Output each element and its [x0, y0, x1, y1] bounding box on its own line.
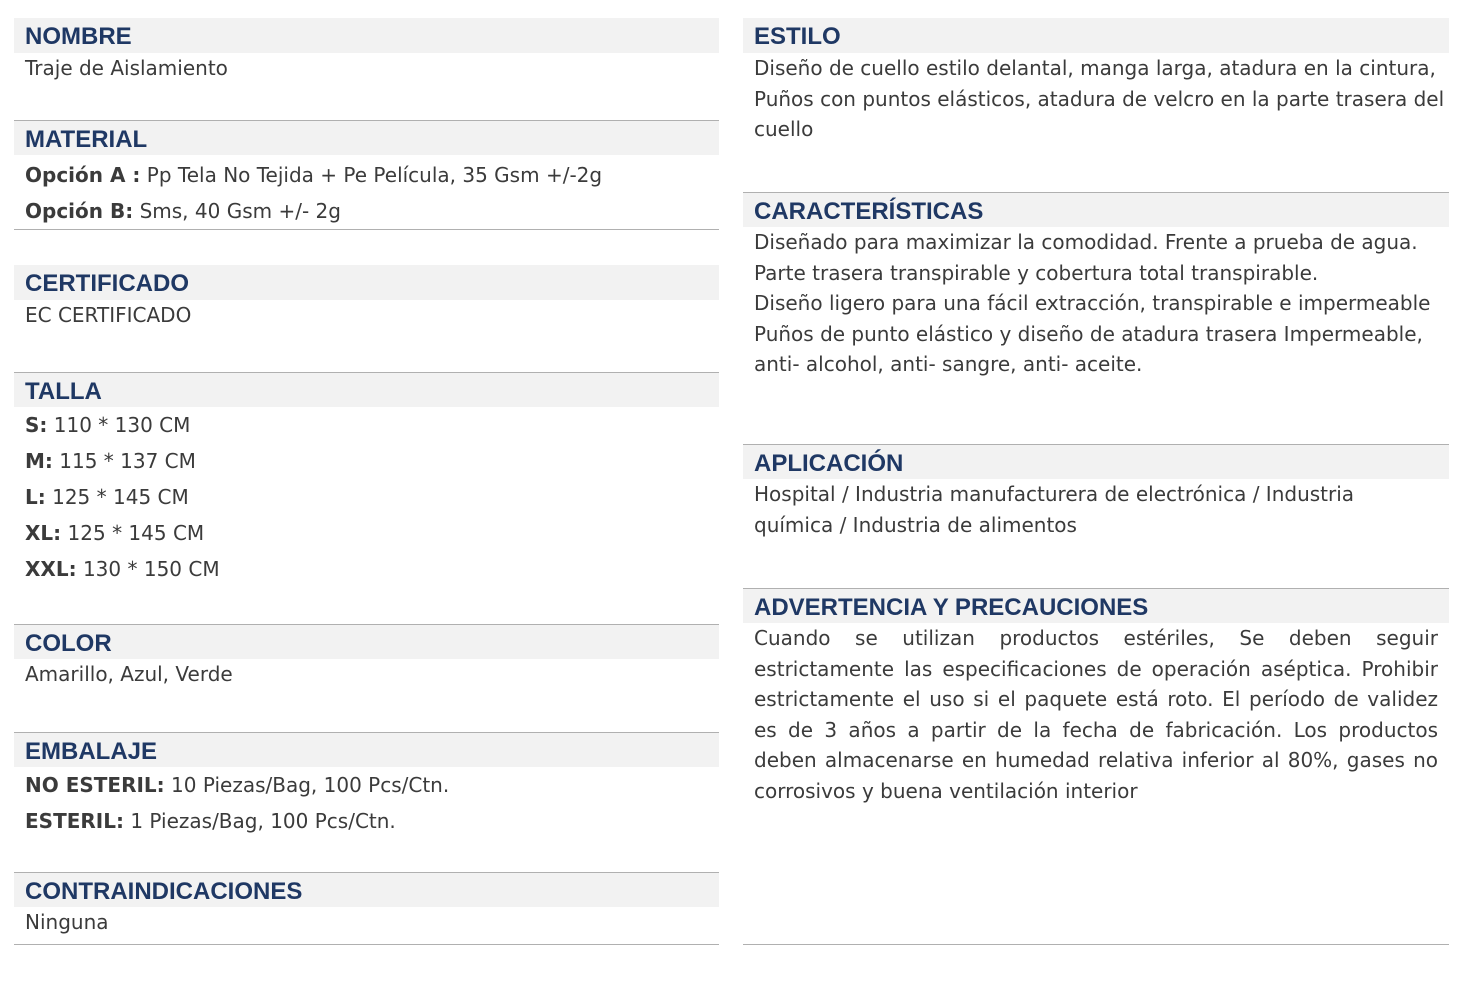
- talla-item: [25, 515, 708, 551]
- embalaje-item: [25, 767, 708, 803]
- caracteristicas-line: anti- alcohol, anti- sangre, anti- aceite.: [754, 352, 1143, 376]
- contraindicaciones-value: Ninguna: [25, 910, 109, 934]
- section-title-estilo: ESTILO: [743, 18, 1449, 53]
- talla-value: 130 * 150 CM: [82, 557, 220, 581]
- section-title-aplicacion: APLICACIÓN: [743, 444, 1449, 479]
- estilo-line: Diseño de cuello estilo delantal, manga larga, atadura en la cintura,: [754, 56, 1436, 80]
- embalaje-label: ESTERIL:: [25, 809, 124, 833]
- material-option-label: Opción A :: [25, 163, 141, 187]
- section-talla: [14, 372, 719, 587]
- section-title-material: MATERIAL: [14, 120, 719, 155]
- material-option: [25, 193, 708, 229]
- section-title-color: COLOR: [14, 624, 719, 659]
- talla-value: 115 * 137 CM: [59, 449, 196, 473]
- talla-label: L:: [25, 485, 46, 509]
- section-title-caracteristicas: CARACTERÍSTICAS: [743, 192, 1449, 227]
- section-color: [14, 624, 719, 690]
- section-divider: [14, 229, 719, 230]
- section-title-nombre: NOMBRE: [14, 18, 719, 53]
- talla-label: XXL:: [25, 557, 77, 581]
- caracteristicas-line: Diseñado para maximizar la comodidad. Frente a prueba de agua.: [754, 230, 1418, 254]
- material-option: [25, 157, 708, 193]
- talla-value: 125 * 145 CM: [67, 521, 205, 545]
- talla-item: [25, 407, 708, 443]
- section-embalaje: [14, 732, 719, 839]
- talla-item: [25, 551, 708, 587]
- embalaje-value: 1 Piezas/Bag, 100 Pcs/Ctn.: [130, 809, 396, 833]
- embalaje-item: [25, 803, 708, 839]
- section-material: [14, 120, 719, 229]
- talla-value: 110 * 130 CM: [53, 413, 191, 437]
- color-value: Amarillo, Azul, Verde: [25, 662, 233, 686]
- section-title-certificado: CERTIFICADO: [14, 265, 719, 300]
- bottom-divider: [743, 944, 1449, 945]
- nombre-value: Traje de Aislamiento: [25, 56, 228, 80]
- section-aplicacion: [743, 444, 1449, 540]
- talla-value: 125 * 145 CM: [52, 485, 189, 509]
- aplicacion-line: Hospital / Industria manufacturera de electrónica / Industria: [754, 482, 1355, 506]
- section-title-talla: TALLA: [14, 372, 719, 407]
- talla-item: [25, 443, 708, 479]
- section-advertencia: [743, 588, 1449, 806]
- material-option-value: Pp Tela No Tejida + Pe Película, 35 Gsm +/-2g: [146, 163, 603, 187]
- talla-label: XL:: [25, 521, 62, 545]
- section-title-embalaje: EMBALAJE: [14, 732, 719, 767]
- section-caracteristicas: [743, 192, 1449, 380]
- section-contraindicaciones: [14, 872, 719, 938]
- caracteristicas-line: Parte trasera transpirable y cobertura total transpirable.: [754, 260, 1319, 285]
- aplicacion-line: química / Industria de alimentos: [754, 512, 1077, 537]
- material-option-value: Sms, 40 Gsm +/- 2g: [139, 199, 341, 223]
- section-estilo: [743, 18, 1449, 145]
- section-nombre: [14, 18, 719, 84]
- caracteristicas-line: Puños de punto elástico y diseño de atadura trasera Impermeable,: [754, 321, 1423, 346]
- estilo-line: Puños con puntos elásticos, atadura de velcro en la parte trasera del: [754, 86, 1445, 111]
- estilo-line: cuello: [754, 117, 814, 141]
- section-title-contraindicaciones: CONTRAINDICACIONES: [14, 872, 719, 907]
- material-option-label: Opción B:: [25, 199, 134, 223]
- talla-item: [25, 479, 708, 515]
- bottom-divider: [14, 944, 719, 945]
- talla-label: M:: [25, 449, 53, 473]
- section-certificado: [14, 265, 719, 331]
- advertencia-text: Cuando se utilizan productos estériles, Se deben seguir estrictamente las especificaciones de operación aséptica. Prohibir estrictamente el uso si el paquete está roto. El período de validez es de 3 años a partir de la fecha de fabricación. Los productos deben almacenarse en humedad relativa inferior al 80%, gases no corrosivos y buena ventilación interior: [754, 626, 1438, 803]
- section-title-advertencia: ADVERTENCIA Y PRECAUCIONES: [743, 588, 1449, 623]
- caracteristicas-line: Diseño ligero para una fácil extracción, transpirable e impermeable: [754, 291, 1431, 315]
- certificado-value: EC CERTIFICADO: [25, 303, 192, 327]
- embalaje-value: 10 Piezas/Bag, 100 Pcs/Ctn.: [171, 773, 450, 797]
- talla-label: S:: [25, 413, 48, 437]
- embalaje-label: NO ESTERIL:: [25, 773, 165, 797]
